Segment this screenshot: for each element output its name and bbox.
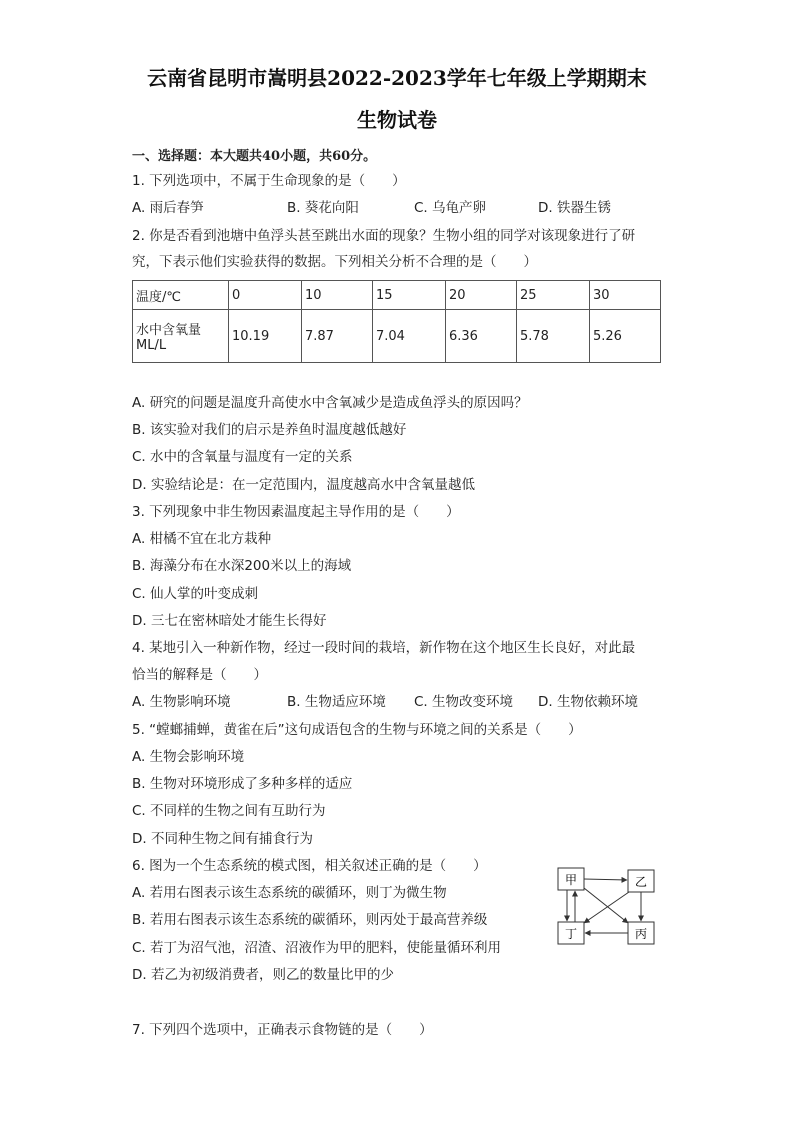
q5-option-b: B. 生物对环境形成了多种多样的适应 bbox=[132, 776, 353, 792]
q2-option-c: C. 水中的含氧量与温度有一定的关系 bbox=[132, 449, 353, 465]
q1-option-a: A. 雨后春笋 bbox=[132, 200, 204, 216]
oxygen-header-line2: ML/L bbox=[136, 338, 167, 353]
q4-option-d: D. 生物依赖环境 bbox=[538, 694, 638, 710]
exam-title-line1: 云南省昆明市嵩明县2022-2023学年七年级上学期期末 bbox=[147, 66, 647, 90]
table-row bbox=[133, 281, 661, 310]
table-cell: 15 bbox=[373, 281, 446, 310]
node-label-bing: 丙 bbox=[634, 927, 648, 941]
q2-stem-line1: 2. 你是否看到池塘中鱼浮头甚至跳出水面的现象？生物小组的同学对该现象进行了研 bbox=[132, 228, 636, 244]
q6-option-c: C. 若丁为沼气池，沼渣、沼液作为甲的肥料，使能量循环利用 bbox=[132, 940, 502, 956]
table-cell: 25 bbox=[517, 281, 590, 310]
q6-stem: 6. 图为一个生态系统的模式图，相关叙述正确的是（ ） bbox=[132, 858, 487, 874]
table-cell: 5.78 bbox=[517, 310, 590, 363]
q1-option-b: B. 葵花向阳 bbox=[287, 200, 359, 216]
q3-option-a: A. 柑橘不宜在北方栽种 bbox=[132, 531, 272, 547]
q3-option-d: D. 三七在密林暗处才能生长得好 bbox=[132, 613, 327, 629]
table-cell: 30 bbox=[590, 281, 661, 310]
q6-option-d: D. 若乙为初级消费者，则乙的数量比甲的少 bbox=[132, 967, 394, 983]
node-label-ding: 丁 bbox=[564, 927, 578, 941]
q5-option-a: A. 生物会影响环境 bbox=[132, 749, 245, 765]
table-header-temperature: 温度/℃ bbox=[133, 281, 229, 310]
exam-title-line2: 生物试卷 bbox=[357, 108, 437, 132]
q6-option-a: A. 若用右图表示该生态系统的碳循环，则丁为微生物 bbox=[132, 885, 447, 901]
section-heading: 一、选择题：本大题共40小题，共60分。 bbox=[132, 149, 377, 164]
q5-option-c: C. 不同样的生物之间有互助行为 bbox=[132, 803, 326, 819]
arrow-jia-to-yi bbox=[584, 879, 627, 880]
table-cell: 6.36 bbox=[446, 310, 517, 363]
table-row bbox=[133, 310, 661, 363]
table-cell: 0 bbox=[229, 281, 302, 310]
q2-stem-line2: 究，下表示他们实验获得的数据。下列相关分析不合理的是（ ） bbox=[132, 254, 537, 270]
oxygen-header-line1: 水中含氧量 bbox=[136, 323, 202, 338]
q4-option-a: A. 生物影响环境 bbox=[132, 694, 231, 710]
q1-option-c: C. 乌龟产卵 bbox=[414, 200, 487, 216]
q2-data-table bbox=[132, 280, 661, 363]
q4-stem-line1: 4. 某地引入一种新作物，经过一段时间的栽培，新作物在这个地区生长良好，对此最 bbox=[132, 640, 636, 656]
q3-option-c: C. 仙人掌的叶变成刺 bbox=[132, 586, 259, 602]
q1-stem: 1. 下列选项中，不属于生命现象的是（ ） bbox=[132, 173, 406, 189]
table-header-oxygen bbox=[133, 310, 229, 363]
q3-option-b: B. 海藻分布在水深200米以上的海域 bbox=[132, 558, 352, 574]
q4-option-b: B. 生物适应环境 bbox=[287, 694, 386, 710]
table-cell: 5.26 bbox=[590, 310, 661, 363]
node-label-jia: 甲 bbox=[564, 873, 578, 887]
q2-option-d: D. 实验结论是：在一定范围内，温度越高水中含氧量越低 bbox=[132, 477, 475, 493]
q7-stem: 7. 下列四个选项中，正确表示食物链的是（ ） bbox=[132, 1022, 433, 1038]
q1-options bbox=[132, 199, 632, 217]
ecosystem-diagram bbox=[552, 862, 670, 952]
q2-option-b: B. 该实验对我们的启示是养鱼时温度越低越好 bbox=[132, 422, 407, 438]
table-cell: 10 bbox=[302, 281, 373, 310]
q6-option-b: B. 若用右图表示该生态系统的碳循环，则丙处于最高营养级 bbox=[132, 912, 488, 928]
table-cell: 10.19 bbox=[229, 310, 302, 363]
table-cell: 20 bbox=[446, 281, 517, 310]
q1-option-d: D. 铁器生锈 bbox=[538, 200, 611, 216]
arrow-jia-to-bing bbox=[584, 888, 628, 923]
node-label-yi: 乙 bbox=[634, 875, 648, 889]
table-cell: 7.04 bbox=[373, 310, 446, 363]
q5-stem: 5. “螳螂捕蝉，黄雀在后”这句成语包含的生物与环境之间的关系是（ ） bbox=[132, 722, 582, 738]
q5-option-d: D. 不同种生物之间有捕食行为 bbox=[132, 831, 313, 847]
q4-stem-line2: 恰当的解释是（ ） bbox=[132, 667, 267, 683]
q4-option-c: C. 生物改变环境 bbox=[414, 694, 514, 710]
table-cell: 7.87 bbox=[302, 310, 373, 363]
q2-option-a: A. 研究的问题是温度升高使水中含氧减少是造成鱼浮头的原因吗？ bbox=[132, 395, 528, 411]
q4-options bbox=[132, 693, 652, 711]
q3-stem: 3. 下列现象中非生物因素温度起主导作用的是（ ） bbox=[132, 504, 460, 520]
